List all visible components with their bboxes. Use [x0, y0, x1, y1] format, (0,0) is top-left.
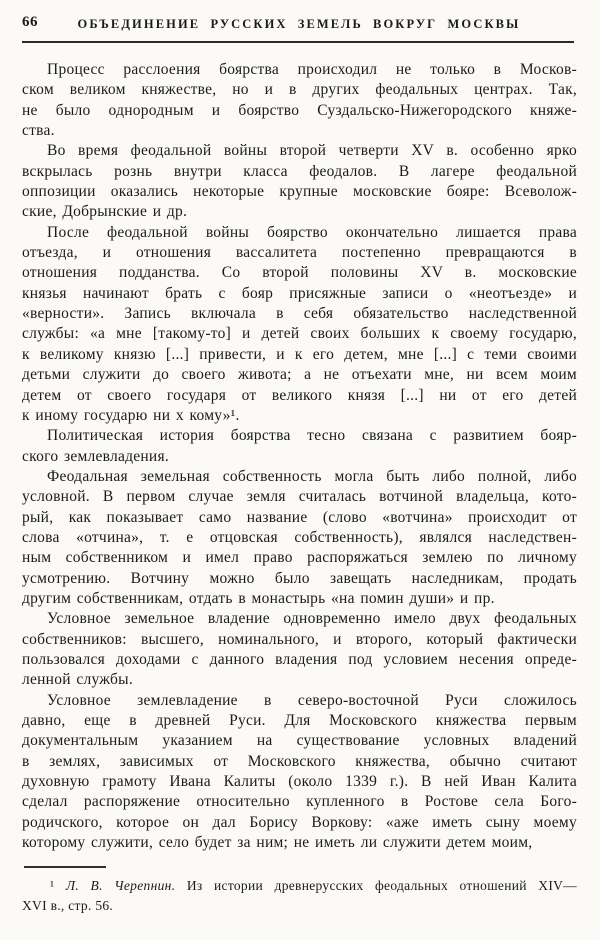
text-line: рый, как показывает само название (слово «вотчина» происходит от — [22, 508, 577, 526]
footnote-line-2: XVI в., стр. 56. — [22, 898, 114, 913]
text-line: Во время феодальной войны второй четверти XV в. особенно ярко — [47, 142, 577, 160]
text-line: давно, еще в древней Руси. Для Московского княжества первым — [22, 712, 577, 729]
text-line: ным собственником и имел право распоряжаться землею по личному — [22, 549, 577, 567]
running-head: ОБЪЕДИНЕНИЕ РУССКИХ ЗЕМЕЛЬ ВОКРУГ МОСКВЫ — [77, 17, 521, 31]
paragraph — [22, 223, 577, 426]
header-rule — [22, 41, 574, 43]
paragraph — [22, 141, 577, 222]
text-line: ленной службы. — [22, 671, 133, 689]
text-line: оппозиции оказались некоторые крупные московские бояре: Всеволож- — [22, 183, 577, 201]
text-line: Условное земельное владение одновременно имело двух феодальных — [47, 610, 577, 628]
text-line: родичского, которое он дал Борису Воркову: «аже иметь сыну моему — [22, 813, 577, 831]
text-line: ские, Добрынские и др. — [22, 203, 188, 221]
text-line: Феодальная земельная собственность могла быть либо полной, либо — [47, 467, 577, 485]
text-line: князья начинают брать с бояр присяжные записи о «неотъезде» и — [22, 284, 577, 302]
paragraph — [22, 609, 577, 690]
text-line: усмотрению. Вотчину можно было завещать наследникам, продать — [22, 569, 577, 587]
paragraph — [22, 426, 577, 467]
text-line: которому служити, село будет за ним; не иметь ли служити детем моим, — [22, 834, 533, 852]
footnote-author: Л. В. Черепнин. — [65, 878, 176, 893]
text-line: После феодальной войны боярство окончательно лишается права — [47, 223, 577, 241]
text-line: Политическая история боярства тесно связана с развитием бояр- — [47, 427, 577, 445]
text-line: Условное землевладение в северо-восточной Руси сложилось — [47, 691, 577, 709]
text-line: ском великом княжестве, но и в других феодальных центрах. Так, — [22, 81, 577, 99]
text-line: «верности». Запись включала в себя обязательство наследственной — [22, 305, 577, 323]
text-line: не было однородным и боярство Суздальско-Нижегородского княже- — [22, 101, 577, 119]
footnote-marker: ¹ — [50, 878, 55, 893]
page-number: 66 — [22, 14, 38, 30]
text-line: духовную грамоту Ивана Калиты (около 1339 г.). В ней Иван Калита — [22, 773, 577, 791]
text-line: к иному государю ни х кому»¹. — [22, 406, 240, 424]
paragraph — [22, 60, 577, 141]
text-line: слова «отчина», т. е отцовская собственность), являлся наследствен- — [22, 528, 577, 546]
page-header — [22, 14, 576, 34]
text-line: к великому князю [...] привести, и к его детем, мне [...] с теми своими — [22, 345, 577, 363]
footnote — [22, 876, 577, 916]
text-line: Процесс расслоения боярства происходил не только в Москов- — [47, 61, 577, 78]
text-line: ства. — [22, 122, 55, 140]
text-line: пользовался доходами с данного владения под условием несения опреде- — [22, 650, 577, 668]
text-line: детьми служити до своего живота; а не отъехати мне, ни всем моим — [22, 366, 577, 384]
text-line: ского землевладения. — [22, 447, 169, 465]
text-line: детем от своего государя от великого князя [...] ни от его детей — [22, 386, 577, 404]
paragraph — [22, 691, 577, 854]
text-line: условной. В первом случае земля считалась вотчиной владельца, кото- — [22, 488, 577, 506]
footnote-reference: Из истории древнерусских феодальных отношений XIV— — [186, 878, 577, 893]
text-line: документальным указанием на существование условных владений — [22, 732, 577, 750]
text-line: отъезда, и отношения вассалитета постепенно превращаются в — [22, 244, 577, 262]
text-line: вскрылась рознь внутри класса феодалов. В лагере феодальной — [22, 162, 577, 180]
text-line: собственников: высшего, номинального, и второго, который фактически — [22, 630, 577, 648]
text-line: службы: «а мне [такому-то] и детей своих больших к своему государю, — [22, 325, 577, 343]
body-text — [22, 60, 577, 853]
footnote-line-1 — [22, 876, 577, 896]
text-line: в землях, зависимых от Московского княжества, обычно считают — [22, 752, 577, 770]
text-line: отношения подданства. Со второй половины XV в. московские — [22, 264, 577, 282]
text-line: сделал распоряжение относительно купленного в Ростове села Бого- — [22, 793, 577, 811]
text-line: другим собственникам, отдать в монастырь «на помин души» и пр. — [22, 589, 495, 607]
footnote-separator — [24, 866, 106, 868]
paragraph — [22, 467, 577, 609]
